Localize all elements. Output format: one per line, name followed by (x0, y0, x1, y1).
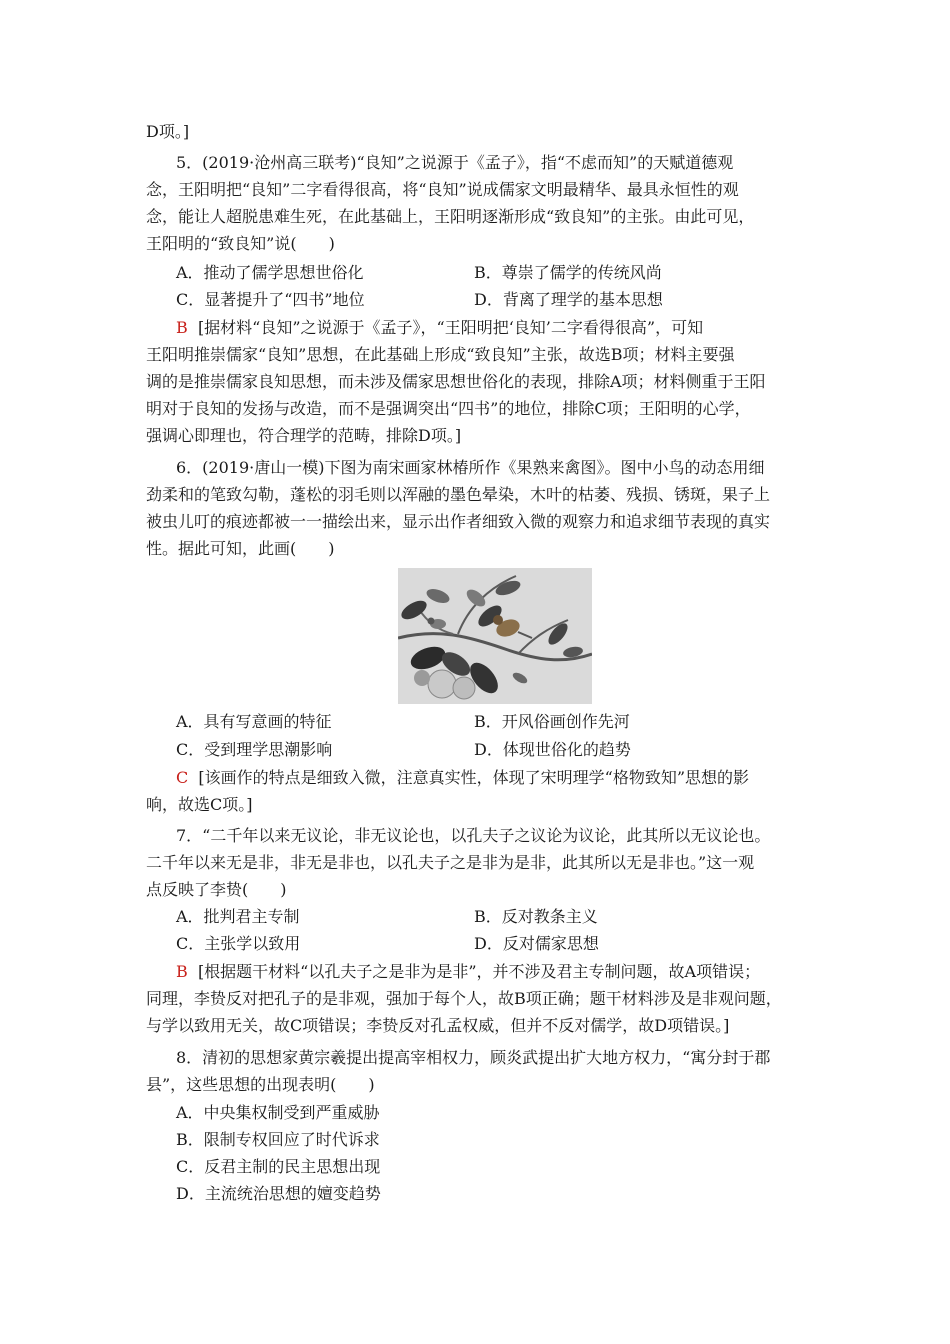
option-d: D．体现世俗化的趋势 (474, 740, 631, 759)
answer-explanation-line: 响，故选C项。] (146, 795, 253, 814)
option-b: B．开风俗画创作先河 (474, 712, 630, 731)
option-a: A．具有写意画的特征 (176, 712, 332, 731)
question-stem-line: 6．(2019·唐山一模)下图为南宋画家林椿所作《果熟来禽图》。图中小鸟的动态用细 (176, 458, 765, 477)
answer-letter: B (176, 962, 188, 981)
question-stem-line: 劲柔和的笔致勾勒，蓬松的羽毛则以浑融的墨色晕染，木叶的枯萎、残损、锈斑，果子上 (146, 485, 771, 504)
question-stem-line: 二千年以来无是非，非无是非也，以孔夫子之是非为是非，此其所以无是非也。”这一观 (146, 853, 755, 872)
question-stem-line: 念，王阳明把“良知”二字看得很高，将“良知”说成儒家文明最精华、最具永恒性的观 (146, 180, 739, 199)
previous-explanation-tail: D项。] (146, 122, 190, 141)
option-a: A．中央集权制受到严重威胁 (176, 1103, 380, 1122)
question-stem-line: 被虫儿叮的痕迹都被一一描绘出来，显示出作者细致入微的观察力和追求细节表现的真实 (146, 512, 771, 531)
option-a: A．推动了儒学思想世俗化 (176, 263, 364, 282)
question-stem-line: 7．“二千年以来无议论，非无议论也，以孔夫子之议论为议论，此其所以无议论也。 (176, 826, 771, 845)
answer-explanation-line: 调的是推崇儒家良知思想，而未涉及儒家思想世俗化的表现，排除A项；材料侧重于王阳 (146, 372, 766, 391)
answer-explanation-line: B [根据题干材料“以孔夫子之是非为是非”，并不涉及君主专制问题，故A项错误； (176, 962, 761, 981)
answer-explanation-line: 与学以致用无关，故C项错误；李贽反对孔孟权威，但并不反对儒学，故D项错误。] (146, 1016, 730, 1035)
option-c: C．反君主制的民主思想出现 (176, 1157, 381, 1176)
option-c: C．显著提升了“四书”地位 (176, 290, 365, 309)
option-a: A．批判君主专制 (176, 907, 300, 926)
fruit-bird-painting (398, 568, 592, 704)
answer-explanation-line: B [据材料“良知”之说源于《孟子》，“王阳明把‘良知’二字看得很高”，可知 (176, 318, 704, 337)
question-stem-line: 点反映了李贽( ) (146, 880, 287, 899)
answer-explanation-line: 王阳明推崇儒家“良知”思想，在此基础上形成“致良知”主张，故选B项；材料主要强 (146, 345, 735, 364)
answer-explanation-line: 同理，李贽反对把孔子的是非观，强加于每个人，故B项正确；题干材料涉及是非观问题， (146, 989, 782, 1008)
option-c: C．主张学以致用 (176, 934, 301, 953)
question-stem-line: 8．清初的思想家黄宗羲提出提高宰相权力，顾炎武提出扩大地方权力，“寓分封于郡 (176, 1048, 771, 1067)
option-b: B．反对教条主义 (474, 907, 598, 926)
answer-explanation-line: 明对于良知的发扬与改造，而不是强调突出“四书”的地位，排除C项；王阳明的心学， (146, 399, 751, 418)
option-d: D．反对儒家思想 (474, 934, 599, 953)
option-d: D．主流统治思想的嬗变趋势 (176, 1184, 381, 1203)
answer-letter: B (176, 318, 188, 337)
option-d: D．背离了理学的基本思想 (474, 290, 663, 309)
question-stem-line: 王阳明的“致良知”说( ) (146, 234, 335, 253)
option-c: C．受到理学思潮影响 (176, 740, 333, 759)
question-stem-line: 县”，这些思想的出现表明( ) (146, 1075, 375, 1094)
answer-explanation-line: C [该画作的特点是细致入微，注意真实性，体现了宋明理学“格物致知”思想的影 (176, 768, 750, 787)
option-b: B．尊崇了儒学的传统风尚 (474, 263, 662, 282)
option-b: B．限制专权回应了时代诉求 (176, 1130, 380, 1149)
answer-explanation-line: 强调心即理也，符合理学的范畴，排除D项。] (146, 426, 462, 445)
question-stem-line: 5．(2019·沧州高三联考)“良知”之说源于《孟子》，指“不虑而知”的天赋道德观 (176, 153, 734, 172)
question-stem-line: 念，能让人超脱患难生死，在此基础上，王阳明逐渐形成“致良知”的主张。由此可见， (146, 207, 755, 226)
question-stem-line: 性。据此可知，此画( ) (146, 539, 335, 558)
answer-letter: C (176, 768, 189, 787)
